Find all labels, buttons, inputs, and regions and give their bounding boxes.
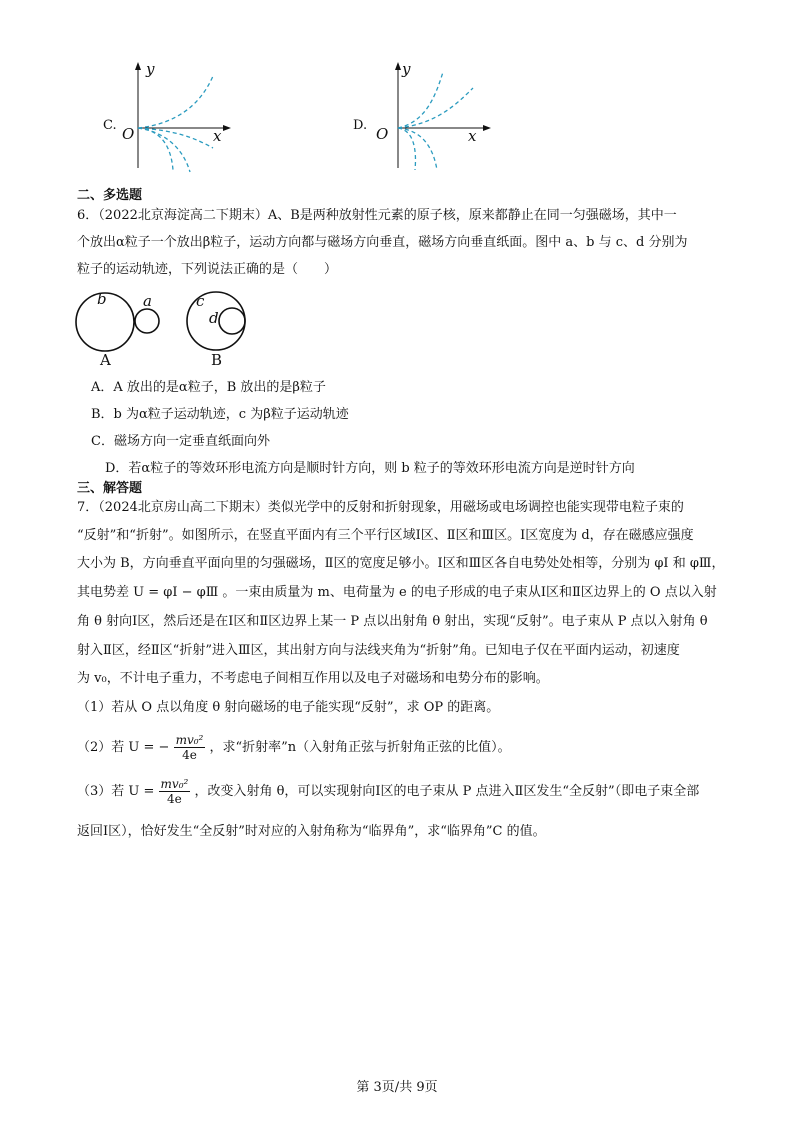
page-number: 第 3页/共 9页 xyxy=(356,1080,438,1095)
q7-sub2 xyxy=(77,728,511,768)
option-c-axis-y: y xyxy=(146,60,155,78)
section-title-free-response: 三、解答题 xyxy=(77,481,143,496)
q7-sub3-fraction xyxy=(159,777,191,806)
option-d-origin: O xyxy=(376,125,389,143)
option-d-graph xyxy=(355,58,495,183)
q6-option-a: A．A 放出的是α粒子，B 放出的是β粒子 xyxy=(91,380,326,395)
option-d-axis-x: x xyxy=(468,127,477,145)
section-title-multiple-choice: 二、多选题 xyxy=(77,188,143,203)
q6-option-d: D．若α粒子的等效环形电流方向是顺时针方向，则 b 粒子的等效环形电流方向是逆时针方向 xyxy=(105,461,635,476)
q7-line3: 大小为 B，方向垂直平面向里的匀强磁场，Ⅱ区的宽度足够小。Ⅰ区和Ⅲ区各自电势处处相等，分别为 φⅠ 和 φⅢ， xyxy=(77,556,725,571)
q7-line1: 7．（2024北京房山高二下期末）类似光学中的反射和折射现象，用磁场或电场调控也能实现带电粒子束的 xyxy=(77,500,684,515)
q6-fig-label-a: a xyxy=(143,292,152,310)
q7-line7: 为 v₀，不计电子重力，不考虑电子间相互作用以及电子对磁场和电势分布的影响。 xyxy=(77,671,549,686)
q7-sub2-fraction xyxy=(174,733,206,762)
option-c-axis-x: x xyxy=(213,127,222,145)
q7-line5: 角 θ 射向Ⅰ区，然后还是在Ⅰ区和Ⅱ区边界上某一 P 点以出射角 θ 射出，实现“反射”。电子束从 P 点以入射角 θ xyxy=(77,614,708,629)
q6-option-b: B．b 为α粒子运动轨迹，c 为β粒子运动轨迹 xyxy=(91,407,349,422)
q6-option-c: C．磁场方向一定垂直纸面向外 xyxy=(91,434,270,449)
q6-fig-label-B: B xyxy=(211,351,223,369)
option-d-label: D. xyxy=(353,118,368,133)
q7-sub3-post: ，改变入射角 θ，可以实现射向Ⅰ区的电子束从 P 点进入Ⅱ区发生“全反射”（即电子束全部 xyxy=(194,784,700,799)
option-d-axis-y: y xyxy=(402,60,411,78)
q6-fig-label-A: A xyxy=(100,351,111,369)
q7-line6: 射入Ⅱ区，经Ⅱ区“折射”进入Ⅲ区，其出射方向与法线夹角为“折射”角。已知电子仅在平面内运动，初速度 xyxy=(77,643,680,658)
q7-sub2-numerator: mv₀² xyxy=(175,733,204,747)
q6-line1: 6．（2022北京海淀高二下期末）A、B是两种放射性元素的原子核，原来都静止在同一匀强磁场，其中一 xyxy=(77,208,677,223)
q6-fig-label-b: b xyxy=(97,290,107,308)
q7-sub3-denominator: 4e xyxy=(167,792,182,806)
q7-sub2-post: ，求“折射率”n（入射角正弦与折射角正弦的比值）。 xyxy=(209,740,511,755)
option-c-origin: O xyxy=(122,125,135,143)
q7-sub3-numerator: mv₀² xyxy=(160,777,189,791)
q6-fig-label-d: d xyxy=(209,309,219,327)
q7-line2: “反射”和“折射”。如图所示，在竖直平面内有三个平行区域Ⅰ区、Ⅱ区和Ⅲ区。Ⅰ区宽度为 d，存在磁感应强度 xyxy=(77,528,694,543)
q7-sub2-denominator: 4e xyxy=(182,748,197,762)
q7-line4: 其电势差 U = φⅠ − φⅢ 。一束由质量为 m、电荷量为 e 的电子形成的电子束从Ⅰ区和Ⅱ区边界上的 O 点以入射 xyxy=(77,585,717,600)
q7-sub3 xyxy=(77,772,699,812)
q6-fig-label-c: c xyxy=(196,292,205,310)
option-c-label: C. xyxy=(103,118,117,133)
q6-line2: 个放出α粒子一个放出β粒子，运动方向都与磁场方向垂直，磁场方向垂直纸面。图中 a、b 与 c、d 分别为 xyxy=(77,235,688,250)
q6-line3: 粒子的运动轨迹，下列说法正确的是（ ） xyxy=(77,262,338,277)
q7-sub3-line2: 返回Ⅰ区），恰好发生“全反射”时对应的入射角称为“临界角”，求“临界角”C 的值。 xyxy=(77,824,546,839)
q7-sub2-pre: （2）若 U = − xyxy=(77,740,170,755)
q7-sub1: （1）若从 O 点以角度 θ 射向磁场的电子能实现“反射”，求 OP 的距离。 xyxy=(77,700,500,715)
q7-sub3-pre: （3）若 U = xyxy=(77,784,155,799)
